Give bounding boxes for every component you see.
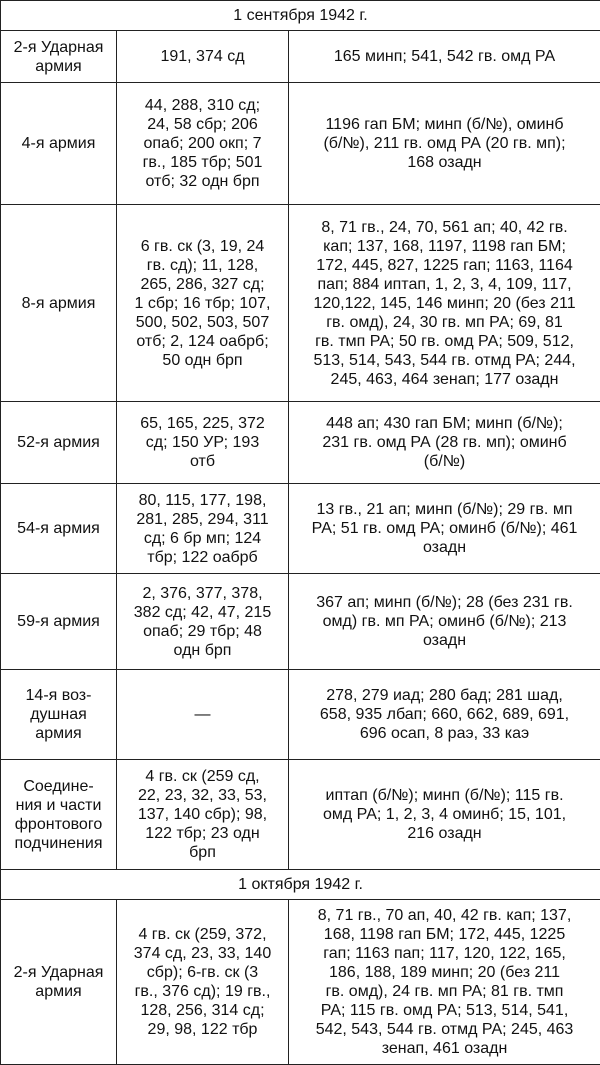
army-cell: Соедине- ния и части фронтового подчинения <box>1 760 117 870</box>
date-header: 1 октября 1942 г. <box>1 870 600 900</box>
army-cell: 8-я армия <box>1 205 117 402</box>
formations-cell: 191, 374 сд <box>117 31 289 83</box>
units-cell: 278, 279 иад; 280 бад; 281 шад, 658, 935 лбап; 660, 662, 689, 691, 696 осап, 8 раэ, 33 каэ <box>289 670 600 760</box>
units-cell: 13 гв., 21 ап; минп (б/№); 29 гв. мп РА; 51 гв. омд РА; оминб (б/№); 461 озадн <box>289 484 600 574</box>
formations-cell: 80, 115, 177, 198, 281, 285, 294, 311 сд; 6 бр мп; 124 тбр; 122 оабрб <box>117 484 289 574</box>
units-cell: 165 минп; 541, 542 гв. омд РА <box>289 31 600 83</box>
army-cell: 4-я армия <box>1 83 117 205</box>
formations-cell: 4 гв. ск (259 сд, 22, 23, 32, 33, 53, 137, 140 сбр); 98, 122 тбр; 23 одн брп <box>117 760 289 870</box>
formations-cell: 65, 165, 225, 372 сд; 150 УР; 193 отб <box>117 402 289 484</box>
army-cell: 14-я воз- душная армия <box>1 670 117 760</box>
date-header-row <box>1 1 600 31</box>
formations-cell: — <box>117 670 289 760</box>
table-row <box>1 484 600 574</box>
army-cell: 54-я армия <box>1 484 117 574</box>
table-row <box>1 83 600 205</box>
formations-cell: 6 гв. ск (3, 19, 24 гв. сд); 11, 128, 265, 286, 327 сд; 1 сбр; 16 тбр; 107, 500, 502, 503, 507 отб; 2, 124 оабрб; 50 одн брп <box>117 205 289 402</box>
army-cell: 2-я Ударная армия <box>1 31 117 83</box>
table-row <box>1 402 600 484</box>
units-cell: 8, 71 гв., 24, 70, 561 ап; 40, 42 гв. кап; 137, 168, 1197, 1198 гап БМ; 172, 445, 827, 1225 гап; 1163, 1164 пап; 884 иптап, 1, 2, 3, 4, 109, 117, 120,122, 145, 146 минп; 20 (без 211 гв. омд), 24, 30 гв. мп РА; 69, 81 гв. тмп РА; 50 гв. омд РА; 509, 512, 513, 514, 543, 544 гв. отмд РА; 244, 245, 463, 464 зенап; 177 озадн <box>289 205 600 402</box>
formations-cell: 2, 376, 377, 378, 382 сд; 42, 47, 215 опаб; 29 тбр; 48 одн брп <box>117 574 289 670</box>
army-cell: 59-я армия <box>1 574 117 670</box>
units-cell: 1196 гап БМ; минп (б/№), оминб (б/№), 211 гв. омд РА (20 гв. мп); 168 озадн <box>289 83 600 205</box>
table-row <box>1 670 600 760</box>
units-cell: 448 ап; 430 гап БМ; минп (б/№); 231 гв. омд РА (28 гв. мп); оминб (б/№) <box>289 402 600 484</box>
table-row <box>1 760 600 870</box>
table-row <box>1 574 600 670</box>
army-cell: 52-я армия <box>1 402 117 484</box>
army-cell: 2-я Ударная армия <box>1 900 117 1065</box>
table-row <box>1 31 600 83</box>
formations-cell: 4 гв. ск (259, 372, 374 сд, 23, 33, 140 сбр); 6-гв. ск (3 гв., 376 сд); 19 гв., 128, 256, 314 сд; 29, 98, 122 тбр <box>117 900 289 1065</box>
table-row <box>1 205 600 402</box>
formations-cell: 44, 288, 310 сд; 24, 58 сбр; 206 опаб; 200 окп; 7 гв., 185 тбр; 501 отб; 32 одн брп <box>117 83 289 205</box>
units-cell: 367 ап; минп (б/№); 28 (без 231 гв. омд) гв. мп РА; оминб (б/№); 213 озадн <box>289 574 600 670</box>
table-row <box>1 900 600 1065</box>
date-header-row <box>1 870 600 900</box>
units-cell: иптап (б/№); минп (б/№); 115 гв. омд РА; 1, 2, 3, 4 оминб; 15, 101, 216 озадн <box>289 760 600 870</box>
date-header: 1 сентября 1942 г. <box>1 1 600 31</box>
units-cell: 8, 71 гв., 70 ап, 40, 42 гв. кап; 137, 168, 1198 гап БМ; 172, 445, 1225 гап; 1163 пап; 117, 120, 122, 165, 186, 188, 189 минп; 20 (без 211 гв. омд), 24 гв. мп РА; 81 гв. тмп РА; 115 гв. омд РА; 513, 514, 541, 542, 543, 544 гв. отмд РА; 245, 463 зенап, 461 озадн <box>289 900 600 1065</box>
